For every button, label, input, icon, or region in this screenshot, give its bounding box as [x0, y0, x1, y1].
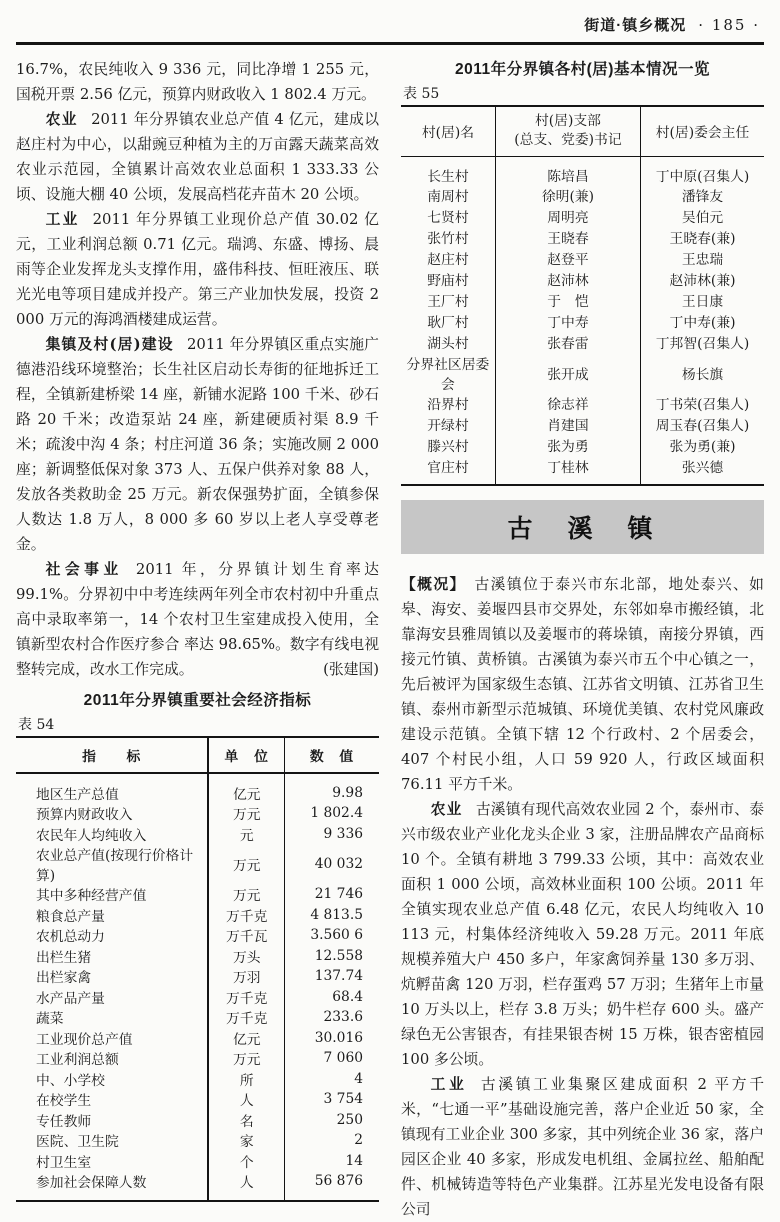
paragraph-continuation — [16, 57, 379, 107]
table-cell: 万头 — [208, 946, 284, 967]
table-cell: 王晓春(兼) — [669, 231, 736, 247]
table-row — [401, 353, 764, 393]
table-cell: 工业利润总额 — [16, 1048, 208, 1069]
table-cell: 丁中原(召集人) — [655, 168, 750, 185]
right-column — [401, 57, 764, 1222]
table-cell: 万千克 — [208, 987, 284, 1008]
table-cell: 137.74 — [314, 968, 363, 985]
paragraph-lead: 社会事业 — [45, 561, 123, 578]
table-cell: 南周村 — [401, 185, 495, 206]
table-cell: 开绿村 — [401, 414, 495, 435]
table-cell: 3.560 6 — [310, 927, 363, 944]
table-row — [401, 393, 764, 414]
table-cell: 9.98 — [332, 785, 363, 801]
table-row — [16, 1048, 379, 1069]
table-row — [16, 1171, 379, 1201]
table-row — [16, 1007, 379, 1028]
table-cell: 沿界村 — [401, 393, 495, 414]
header-rule — [16, 42, 764, 45]
table-row — [16, 946, 379, 967]
paragraph-lead: 工业 — [45, 211, 80, 228]
table-row — [401, 435, 764, 456]
table-row — [401, 248, 764, 269]
table-cell: 于 恺 — [495, 290, 640, 311]
table-row — [401, 290, 764, 311]
paragraph-industry-fenjie — [16, 207, 379, 332]
table-row — [16, 773, 379, 803]
paragraph-text: 2011 年分界镇区重点实施广德港沿线环境整治；长生社区启动长寿街的征地拆迁工程，全镇新建桥梁 14 座，新铺水泥路 100 千米、砂石路 20 千米；改造泵站 24 座，新建硬质衬渠 8.9 千米；疏浚中沟 4 条；村庄河道 36 条；实施改厕 2 000 座；新调整低保对象 373 人、五保户供养对象 88 人，发放各类救助金 25 万元。新农保强势扩面，全镇参保人数达 1.8 万人，8 000 多 60 岁以上老人享受尊老金。 — [16, 336, 379, 553]
table-row — [16, 824, 379, 845]
table-cell: 参加社会保障人数 — [16, 1171, 208, 1201]
table-cell: 所 — [208, 1069, 284, 1090]
table-cell: 亿元 — [208, 773, 284, 803]
table-body — [401, 156, 764, 485]
paragraph-industry-guxi — [401, 1072, 764, 1222]
table-cell: 张竹村 — [401, 227, 495, 248]
table-cell: 万羽 — [208, 966, 284, 987]
table-row — [16, 1028, 379, 1049]
table-row — [16, 1069, 379, 1090]
table-cell: 3 754 — [323, 1091, 363, 1108]
column-header-committee-director: 村(居)委会主任 — [641, 106, 764, 156]
table-cell: 中、小学校 — [16, 1069, 208, 1090]
table-cell: 万元 — [208, 803, 284, 824]
table-cell: 万元 — [208, 884, 284, 905]
table-row — [16, 1130, 379, 1151]
paragraph-text: 2011 年，分界镇计划生育率达 99.1%。分界初中中考连续两年列全市农村初中升重点高中录取率第一，14 个农村卫生室建成投入使用，全镇新型农村合作医疗参合 率达 98.65%。数字有线电视整转完成，改水工作完成。 — [16, 561, 379, 678]
table-body — [16, 773, 379, 1201]
table55-title: 2011年分界镇各村(居)基本情况一览 — [455, 61, 710, 78]
table-row — [16, 803, 379, 824]
table-cell: 长生村 — [401, 156, 495, 185]
section-heading-guxi-town: 古 溪 镇 — [401, 500, 764, 554]
table-cell: 丁中寿 — [495, 311, 640, 332]
table-cell: 王厂村 — [401, 290, 495, 311]
table-row — [401, 311, 764, 332]
table-row — [16, 1110, 379, 1131]
column-header-indicator: 指 标 — [16, 737, 208, 773]
table-row — [16, 1089, 379, 1110]
table-cell: 耿厂村 — [401, 311, 495, 332]
table-cell: 徐志祥 — [495, 393, 640, 414]
table-cell: 七贤村 — [401, 206, 495, 227]
table-cell: 村卫生室 — [16, 1151, 208, 1172]
table-cell: 7 060 — [323, 1050, 363, 1067]
table-cell: 专任教师 — [16, 1110, 208, 1131]
table-cell: 王忠瑞 — [681, 252, 724, 268]
table-cell: 家 — [208, 1130, 284, 1151]
table-cell: 万元 — [208, 844, 284, 884]
table-cell: 1 802.4 — [310, 805, 363, 822]
table-cell: 在校学生 — [16, 1089, 208, 1110]
table-cell: 农机总动力 — [16, 925, 208, 946]
table-cell: 21 746 — [314, 886, 363, 903]
table-cell: 亿元 — [208, 1028, 284, 1049]
paragraph-town-construction — [16, 332, 379, 557]
table-cell: 王日康 — [681, 294, 724, 310]
table-row — [16, 884, 379, 905]
table-cell: 233.6 — [323, 1009, 363, 1026]
paragraph-text: 古溪镇位于泰兴市东北部，地处泰兴、如皋、海安、姜堰四县市交界处，东邻如皋市搬经镇，北靠海安县雅周镇以及姜堰市的蒋垛镇，南接分界镇，西接元竹镇、黄桥镇。古溪镇为泰兴市五个中心镇之一，先后被评为国家级生态镇、江苏省文明镇、江苏省卫生镇、泰州市新型示范城镇、环境优美镇、农村党风廉政建设示范镇。全镇下辖 12 个行政村、2 个居委会，407 个村民小组，人口 59 920 人，行政区域面积 76.11 平方千米。 — [401, 575, 764, 793]
table-row — [401, 269, 764, 290]
table-cell: 68.4 — [332, 988, 363, 1005]
paragraph-lead: 农业 — [430, 800, 463, 818]
header-page-number: · 185 · — [698, 16, 760, 34]
table-cell: 潘锋友 — [681, 189, 724, 205]
table-cell: 医院、卫生院 — [16, 1130, 208, 1151]
column-header-line2: (总支、党委)书记 — [514, 132, 622, 149]
paragraph-lead: 农业 — [45, 111, 78, 128]
paragraph-lead: 工业 — [430, 1075, 468, 1093]
table-cell: 万千瓦 — [208, 925, 284, 946]
header-section-title: 街道·镇乡概况 — [584, 17, 687, 34]
table-cell: 丁邦智(召集人) — [655, 336, 750, 352]
column-header-unit: 单 位 — [208, 737, 284, 773]
table-cell: 12.558 — [314, 947, 363, 964]
table-cell: 蔬菜 — [16, 1007, 208, 1028]
table-cell: 地区生产总值 — [16, 773, 208, 803]
table-cell: 人 — [208, 1089, 284, 1110]
table-row — [401, 206, 764, 227]
table-cell: 粮食总产量 — [16, 905, 208, 926]
table-cell: 官庄村 — [401, 456, 495, 485]
table-cell: 水产品产量 — [16, 987, 208, 1008]
paragraph-social-programs — [16, 557, 379, 682]
table-cell: 4 — [354, 1070, 363, 1087]
table-cell: 赵登平 — [495, 248, 640, 269]
paragraph-lead: 集镇及村(居)建设 — [45, 336, 174, 353]
column-header-value: 数 值 — [285, 737, 379, 773]
table-cell: 张为勇 — [495, 435, 640, 456]
table-cell: 张兴德 — [681, 459, 724, 476]
table-cell: 其中多种经营产值 — [16, 884, 208, 905]
table55-label: 表 55 — [403, 86, 440, 102]
paragraph-lead: 【概况】 — [401, 575, 466, 593]
table-cell: 2 — [354, 1132, 363, 1149]
paragraph-agriculture-fenjie — [16, 107, 379, 207]
paragraph-text: 古溪镇工业集聚区建成面积 2 平方千米，“七通一平”基础设施完善，落户企业近 50 家，全镇现有工业企业 300 多家，其中列统企业 36 家，落户园区企业 40 多家，形成发电机组、金属拉丝、船舶配件、机械铸造等特色产业集群。江苏星光发电设备有限公司 — [401, 1075, 764, 1218]
table-cell: 丁中寿(兼) — [669, 315, 736, 331]
table-cell: 40 032 — [314, 856, 363, 872]
table-row — [16, 1151, 379, 1172]
table-cell: 湖头村 — [401, 332, 495, 353]
table54-label: 表 54 — [18, 717, 55, 733]
table-row — [401, 414, 764, 435]
table-cell: 农民年人均纯收入 — [16, 824, 208, 845]
table-cell: 赵沛林(兼) — [669, 273, 736, 289]
paragraph-overview-guxi — [401, 572, 764, 797]
table-cell: 30.016 — [314, 1029, 363, 1046]
table-cell: 张春雷 — [495, 332, 640, 353]
table-cell: 250 — [336, 1111, 363, 1128]
table-cell: 张开成 — [495, 353, 640, 393]
paragraph-agriculture-guxi — [401, 797, 764, 1072]
table-cell: 工业现价总产值 — [16, 1028, 208, 1049]
table-cell: 肖建国 — [495, 414, 640, 435]
table-cell: 丁书荣(召集人) — [655, 397, 750, 413]
table-cell: 元 — [208, 824, 284, 845]
table-header — [16, 737, 379, 773]
table-cell: 张为勇(兼) — [669, 439, 736, 455]
table-cell: 出栏家禽 — [16, 966, 208, 987]
table-cell: 个 — [208, 1151, 284, 1172]
table-row — [401, 185, 764, 206]
table-cell: 野庙村 — [401, 269, 495, 290]
table-indicators — [16, 736, 379, 1202]
column-header-village-name: 村(居)名 — [401, 106, 495, 156]
table-header-row — [401, 106, 764, 156]
table-row — [16, 966, 379, 987]
author-credit: (张建国) — [323, 661, 379, 678]
left-column — [16, 57, 379, 1222]
table-cell: 万千克 — [208, 1007, 284, 1028]
table-cell: 周玉春(召集人) — [655, 418, 750, 434]
paragraph-text: 2011 年分界镇工业现价总产值 30.02 亿元，工业利润总额 0.71 亿元。瑞鸿、东盛、博扬、晨雨等企业发挥龙头支撑作用，盛伟科技、恒旺液压、联光光电等项目建成并投产。第三产业加快发展，投资 2 000 万元的海鸿酒楼建成运营。 — [16, 211, 379, 328]
table-cell: 14 — [345, 1152, 363, 1169]
table-row — [16, 925, 379, 946]
table-row — [16, 987, 379, 1008]
table-villages — [401, 105, 764, 486]
table-cell: 王晓春 — [495, 227, 640, 248]
table54-title: 2011年分界镇重要社会经济指标 — [83, 692, 312, 709]
table-row — [401, 332, 764, 353]
table-cell: 预算内财政收入 — [16, 803, 208, 824]
page-header — [16, 10, 764, 42]
table-cell: 赵庄村 — [401, 248, 495, 269]
paragraph-text: 2011 年分界镇农业总产值 4 亿元，建成以赵庄村为中心，以甜豌豆种植为主的万亩露天蔬菜高效农业示范园，全镇累计高效农业总面积 1 333.33 公顷、设施大棚 40 公顷，发展高档花卉苗木 20 公顷。 — [16, 111, 379, 203]
paragraph-text: 古溪镇有现代高效农业园 2 个，泰州市、泰兴市级农业产业化龙头企业 3 家，注册品牌农产品商标 10 个。全镇有耕地 3 799.33 公顷，其中：高效农业面积 1 000 公顷，高效林业面积 100 公顷。2011 年全镇实现农业总产值 6.48 亿元，农民人均纯收入 10 113 元，村集体经济纯收入 59.28 万元。2011 年底规模养殖大户 450 多户，年家禽饲养量 130 多万羽、炕孵苗禽 120 万羽，栏存蛋鸡 57 万羽；生猪年上市量 10 万头以上，栏存 3.8 万头；奶牛栏存 600 头。盛产绿色无公害银杏，有挂果银杏树 15 万株，银杏密植园 100 多公顷。 — [401, 800, 764, 1068]
table-row — [16, 844, 379, 884]
paragraph-text: 16.7%，农民纯收入 9 336 元，同比净增 1 255 元，国税开票 2.56 亿元，预算内财政收入 1 802.4 万元。 — [16, 61, 379, 103]
table-cell: 滕兴村 — [401, 435, 495, 456]
table-cell: 陈培昌 — [495, 156, 640, 185]
table-header — [401, 106, 764, 156]
table-cell: 名 — [208, 1110, 284, 1131]
table-row — [401, 156, 764, 185]
table-cell: 分界社区居委会 — [401, 353, 495, 393]
column-header-branch-secretary — [495, 106, 640, 156]
table-cell: 人 — [208, 1171, 284, 1201]
table-cell: 4 813.5 — [310, 906, 363, 923]
table-header-row — [16, 737, 379, 773]
column-header-line1: 村(居)支部 — [534, 113, 601, 130]
table-cell: 万元 — [208, 1048, 284, 1069]
table-row — [16, 905, 379, 926]
table-cell: 出栏生猪 — [16, 946, 208, 967]
table-row — [401, 227, 764, 248]
table-cell: 9 336 — [323, 825, 363, 842]
table-cell: 赵沛林 — [495, 269, 640, 290]
table-cell: 丁桂林 — [495, 456, 640, 485]
table-cell: 农业总产值(按现行价格计算) — [16, 844, 208, 884]
two-column-layout — [16, 57, 764, 1222]
table-cell: 徐明(兼) — [495, 185, 640, 206]
table-cell: 56 876 — [314, 1173, 363, 1189]
table-cell: 杨长旗 — [681, 366, 724, 383]
table-cell: 周明亮 — [495, 206, 640, 227]
table-row — [401, 456, 764, 485]
table-cell: 万千克 — [208, 905, 284, 926]
table-cell: 吴伯元 — [681, 210, 724, 226]
